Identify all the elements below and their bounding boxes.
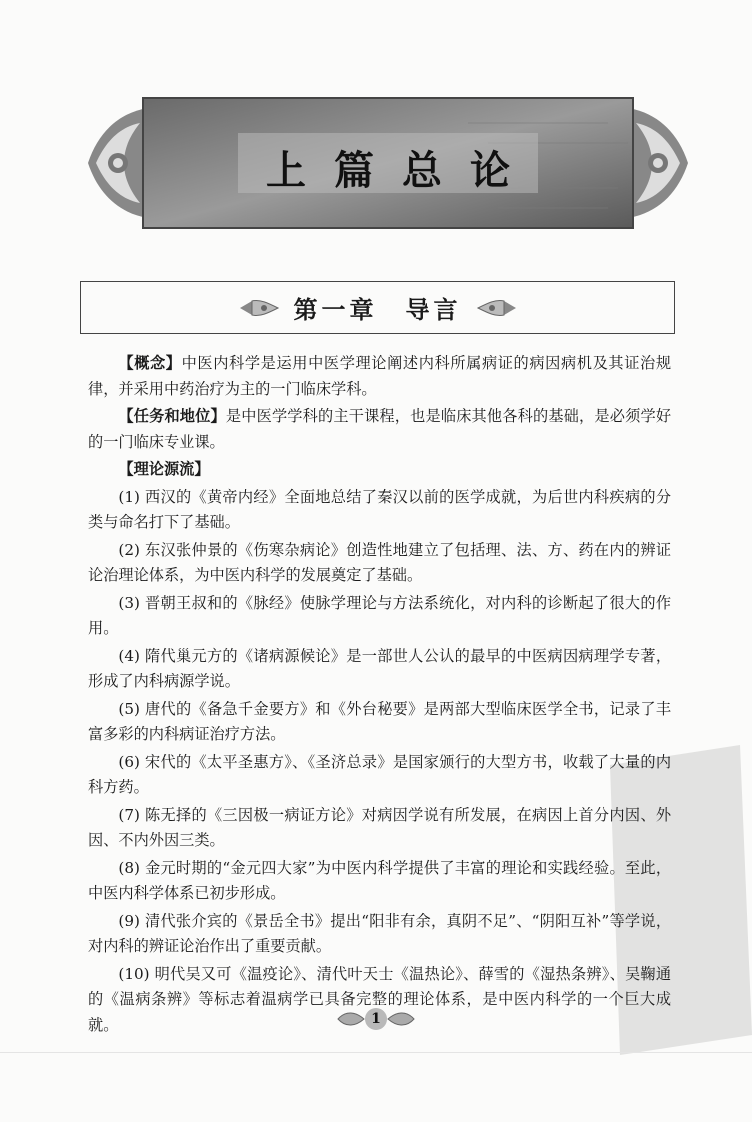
chapter-heading-box [80,281,675,334]
history-item [88,856,671,907]
history-item-number: (8) [118,858,140,877]
part-title: 上篇总论 [266,147,538,194]
history-item [88,697,671,748]
history-item-number: (7) [118,805,140,824]
page-number: 1 [365,1008,387,1030]
concept-text: 中医内科学是运用中医学理论阐述内科所属病证的病因病机及其证治规律，并采用中药治疗为主的一门临床学科。 [88,354,672,398]
concept-paragraph [88,351,671,402]
watermark-seal-icon [590,745,752,1055]
concept-label: 【概念】 [118,354,182,372]
page-bottom-divider [0,1052,752,1053]
history-item-text: 唐代的《备急千金要方》和《外台秘要》是两部大型临床医学全书，记录了丰富多彩的内科病证治疗方法。 [88,699,672,743]
history-item-text: 金元时期的“金元四大家”为中医内科学提供了丰富的理论和实践经验。至此，中医内科学体系已初步形成。 [88,858,672,902]
history-item [88,485,671,536]
task-label: 【任务和地位】 [118,407,226,425]
history-item-text: 明代吴又可《温疫论》、清代叶天士《温热论》、薛雪的《湿热条辨》、吴鞠通的《温病条辨》等标志着温病学已具备完整的理论体系，是中医内科学的一个巨大成就。 [88,964,672,1034]
history-item-text: 陈无择的《三因极一病证方论》对病因学说有所发展，在病因上首分内因、外因、不内外因三类。 [88,805,672,849]
right-ornament-icon [476,297,518,319]
history-item [88,750,671,801]
history-item-text: 清代张介宾的《景岳全书》提出“阳非有余，真阴不足”、“阴阳互补”等学说，对内科的辨证论治作出了重要贡献。 [88,911,672,955]
history-item-number: (6) [118,752,140,771]
task-paragraph [88,404,671,455]
history-item-number: (3) [118,593,140,612]
history-item-text: 宋代的《太平圣惠方》、《圣济总录》是国家颁行的大型方书，收载了大量的内科方药。 [88,752,672,796]
history-item [88,803,671,854]
history-item-number: (5) [118,699,140,718]
history-item [88,538,671,589]
history-item-number: (2) [118,540,140,559]
page-number-ornament [336,1004,416,1034]
chapter-title: 第一章 导言 [293,295,462,324]
history-item-text: 东汉张仲景的《伤寒杂病论》创造性地建立了包括理、法、方、药在内的辨证论治理论体系，为中医内科学的发展奠定了基础。 [88,540,672,584]
chapter-body [88,351,671,1040]
history-item [88,909,671,960]
left-ornament-icon [238,297,280,319]
history-item-text: 晋朝王叔和的《脉经》使脉学理论与方法系统化，对内科的诊断起了很大的作用。 [88,593,672,637]
history-item-text: 隋代巢元方的《诸病源候论》是一部世人公认的最早的中医病因病理学专著，形成了内科病源学说。 [88,646,672,690]
history-item [88,644,671,695]
origin-label: 【理论源流】 [118,460,210,478]
history-item-text: 西汉的《黄帝内经》全面地总结了秦汉以前的医学成就，为后世内科疾病的分类与命名打下了基础。 [88,487,672,531]
history-item-number: (9) [118,911,140,930]
history-item-number: (4) [118,646,140,665]
history-item [88,591,671,642]
origin-heading [88,457,671,483]
history-item-number: (1) [118,487,140,506]
part-banner [88,93,688,233]
task-text: 是中医学学科的主干课程，也是临床其他各科的基础，是必须学好的一门临床专业课。 [88,407,672,451]
history-item-number: (10) [118,964,150,983]
